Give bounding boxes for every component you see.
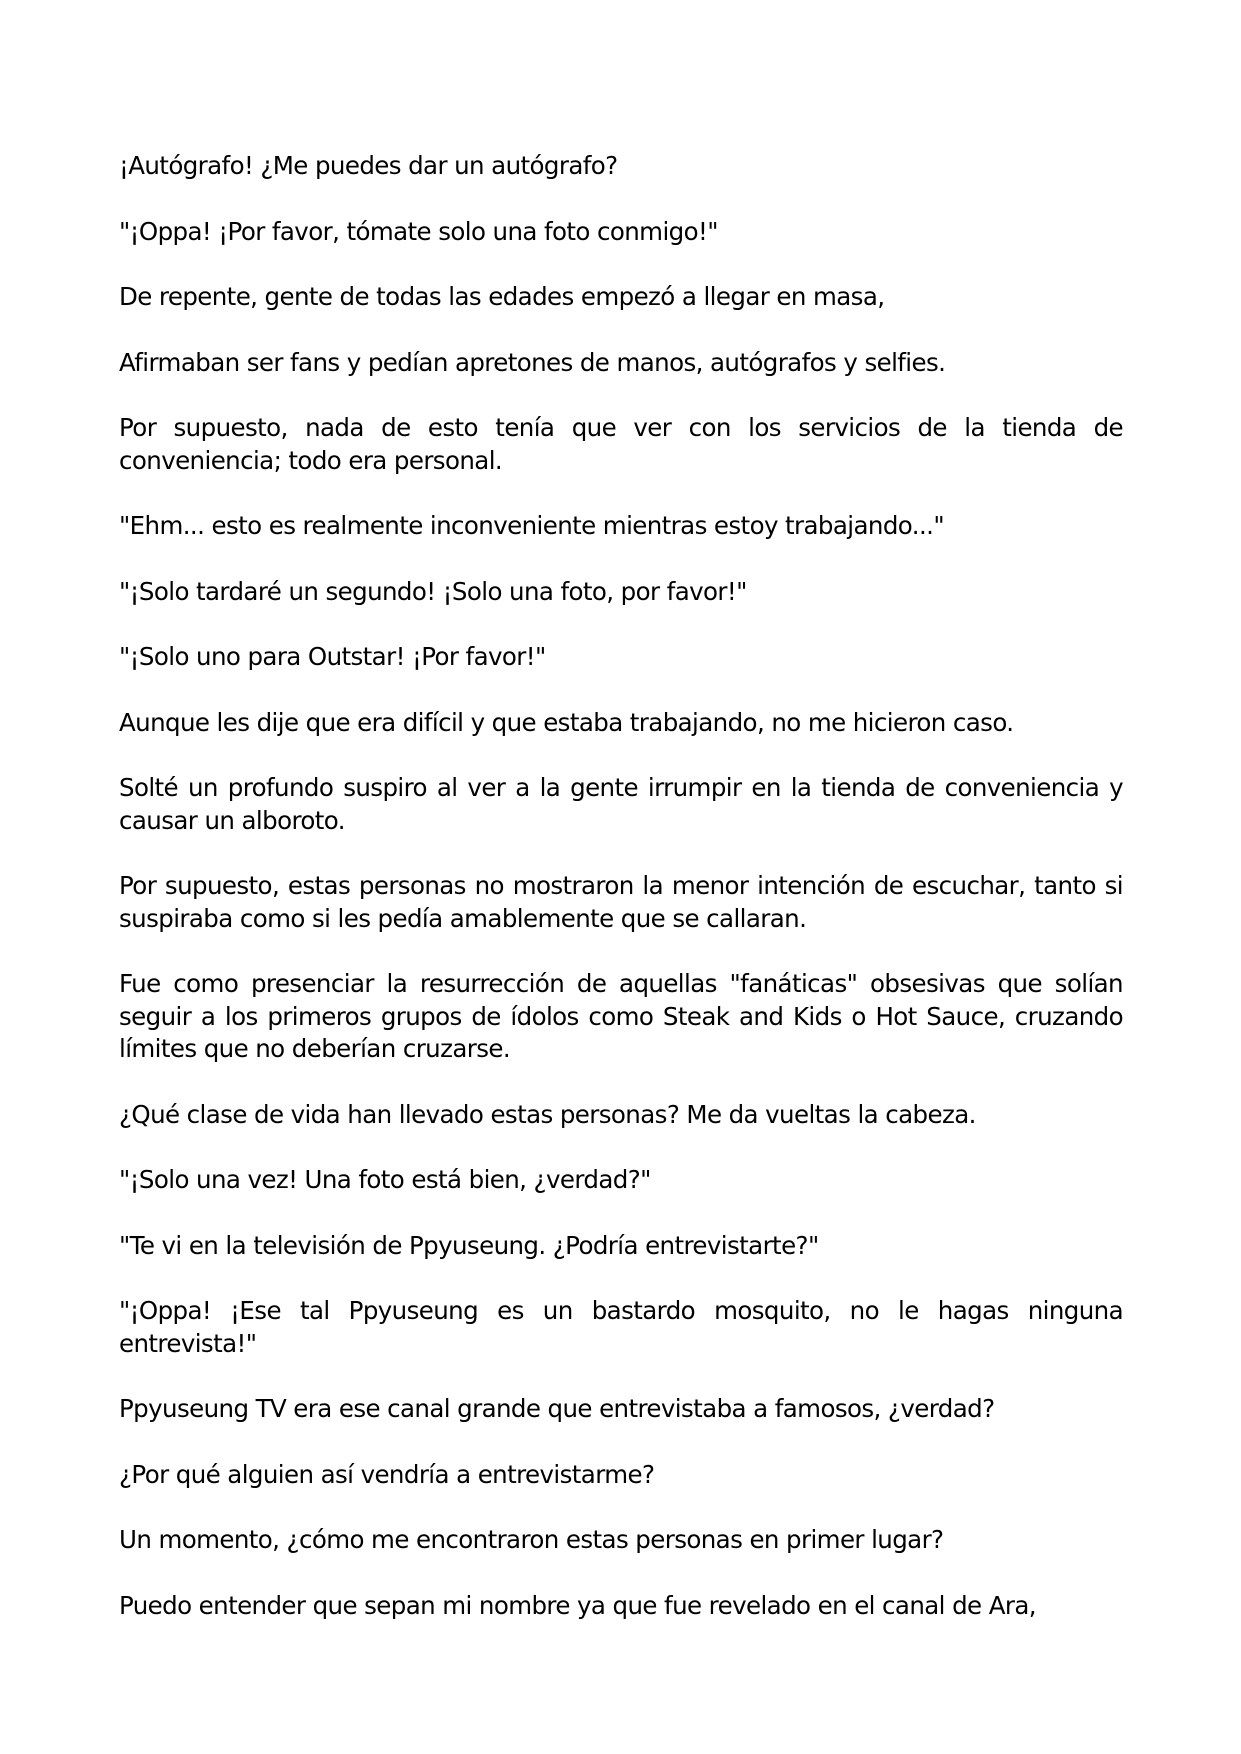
document-body bbox=[119, 150, 1123, 1655]
paragraph: "¡Solo uno para Outstar! ¡Por favor!" bbox=[119, 642, 546, 671]
paragraph: Aunque les dije que era difícil y que estaba trabajando, no me hicieron caso. bbox=[119, 707, 1014, 737]
paragraph: Un momento, ¿cómo me encontraron estas personas en primer lugar? bbox=[119, 1525, 944, 1554]
paragraph: "¡Solo tardaré un segundo! ¡Solo una foto, por favor!" bbox=[119, 576, 747, 606]
paragraph: Fue como presenciar la resurrección de aquellas "fanáticas" obsesivas que solían seguir a los primeros grupos de ídolos como Steak and Kids o Hot Sauce, cruzando límites que no deberían cruzarse. bbox=[119, 969, 1123, 1063]
paragraph: "¡Oppa! ¡Ese tal Ppyuseung es un bastardo mosquito, no le hagas ninguna entrevista!" bbox=[119, 1296, 1123, 1358]
paragraph: ¿Por qué alguien así vendría a entrevistarme? bbox=[119, 1459, 655, 1489]
paragraph: Afirmaban ser fans y pedían apretones de manos, autógrafos y selfies. bbox=[119, 347, 946, 377]
paragraph: "Ehm... esto es realmente inconveniente mientras estoy trabajando..." bbox=[119, 511, 944, 540]
paragraph: Por supuesto, estas personas no mostraron la menor intención de escuchar, tanto si suspiraba como si les pedía amablemente que se callaran. bbox=[119, 871, 1123, 933]
paragraph: "¡Oppa! ¡Por favor, tómate solo una foto conmigo!" bbox=[119, 216, 718, 246]
paragraph: Puedo entender que sepan mi nombre ya que fue revelado en el canal de Ara, bbox=[119, 1590, 1036, 1620]
paragraph: Solté un profundo suspiro al ver a la gente irrumpir en la tienda de conveniencia y causar un alboroto. bbox=[119, 773, 1123, 835]
paragraph: ¡Autógrafo! ¿Me puedes dar un autógrafo? bbox=[119, 151, 618, 180]
paragraph: De repente, gente de todas las edades empezó a llegar en masa, bbox=[119, 282, 885, 311]
paragraph: ¿Qué clase de vida han llevado estas personas? Me da vueltas la cabeza. bbox=[119, 1099, 976, 1129]
paragraph: "¡Solo una vez! Una foto está bien, ¿verdad?" bbox=[119, 1165, 651, 1194]
paragraph: "Te vi en la televisión de Ppyuseung. ¿Podría entrevistarte?" bbox=[119, 1230, 819, 1260]
paragraph: Ppyuseung TV era ese canal grande que entrevistaba a famosos, ¿verdad? bbox=[119, 1394, 995, 1423]
paragraph: Por supuesto, nada de esto tenía que ver con los servicios de la tienda de conveniencia; todo era personal. bbox=[119, 413, 1123, 475]
